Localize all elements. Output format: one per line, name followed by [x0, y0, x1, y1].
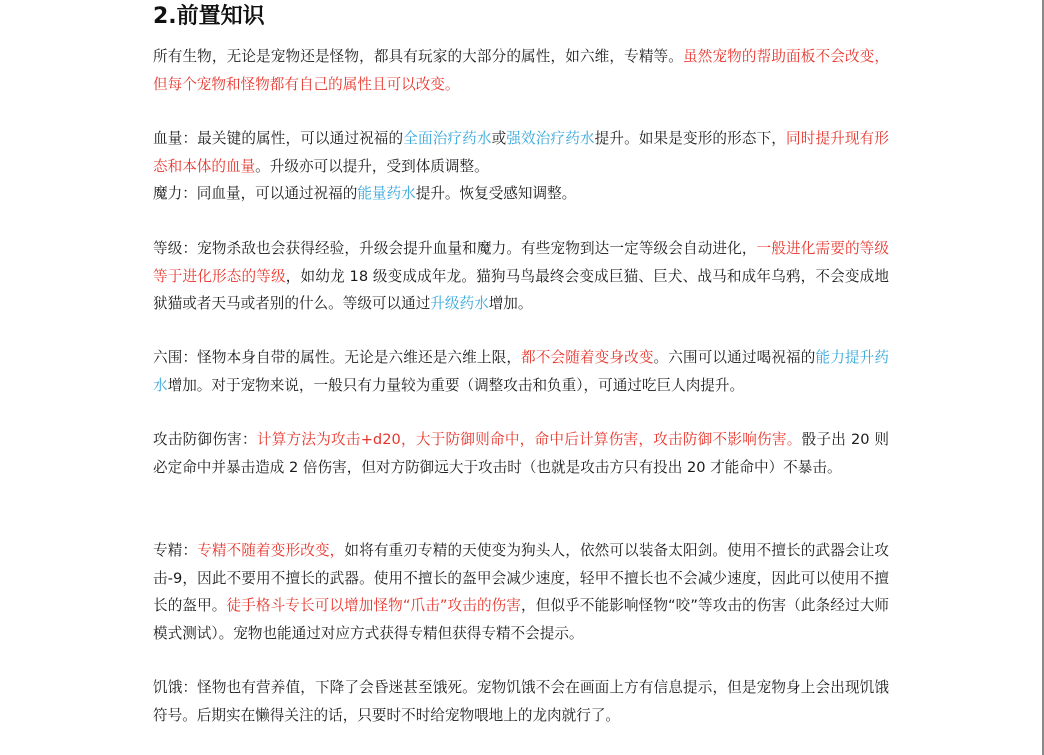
- text-run: 攻击防御伤害：: [153, 431, 257, 448]
- paragraph-hunger: [153, 674, 889, 729]
- paragraph-hp: [153, 125, 889, 180]
- paragraph-proficiency: [153, 537, 889, 647]
- highlight-red: 专精不随着变形改变，: [197, 542, 345, 559]
- text-run: 魔力：同血量，可以通过祝福的: [153, 185, 358, 202]
- text-run: 如将有重刃专精的天使变为狗头人，依然可以装备太阳剑。使用不擅长的武器会让攻击-9，因此不要用不擅长的武器。使用不擅长的盔甲会减少速度，轻甲不擅长也不会减少速度，因此可以使用不擅长的盔甲。: [153, 542, 889, 614]
- paragraph-attributes: [153, 344, 889, 399]
- text-run: 提升。如果是变形的形态下，: [594, 130, 787, 147]
- text-run: 。升级亦可以提升，受到体质调整。: [255, 157, 489, 175]
- highlight-red: 虽然宠物的帮助面板不会改变，但每个宠物和怪物都有自己的属性且可以改变。: [153, 48, 889, 93]
- text-run: 或: [491, 130, 507, 147]
- highlight-red: 一般进化需要的等级等于进化形态的等级: [153, 240, 889, 285]
- text-run: 所有生物，无论是宠物还是怪物，都具有玩家的大部分的属性，如六维，专精等。: [153, 48, 683, 65]
- text-run: 饥饿：怪物也有营养值，下降了会昏迷甚至饿死。宠物饥饿不会在画面上方有信息提示，但是宠物身上会出现饥饿符号。后期实在懒得关注的话，只要时不时给宠物喂地上的龙肉就行了。: [153, 679, 889, 724]
- highlight-red: 计算方法为攻击+d20，大于防御则命中，命中后计算伤害，攻击防御不影响伤害。: [256, 431, 802, 448]
- section-heading: 2.前置知识: [153, 4, 265, 29]
- text-run: 等级：宠物杀敌也会获得经验，升级会提升血量和魔力。有些宠物到达一定等级会自动进化，: [153, 240, 757, 257]
- highlight-blue: 能量药水: [357, 185, 416, 202]
- highlight-red: 都不会随着变身改变: [521, 349, 654, 366]
- text-run: 提升。恢复受感知调整。: [415, 185, 577, 202]
- text-run: 增加。对于宠物来说，一般只有力量较为重要（调整攻击和负重），可通过吃巨人肉提升。: [167, 376, 745, 394]
- highlight-blue: 升级药水: [430, 295, 489, 312]
- text-run: 。六围可以通过喝祝福的: [653, 349, 816, 366]
- text-run: 六围：怪物本身自带的属性。无论是六维还是六维上限，: [153, 349, 522, 366]
- text-run: 骰子出 20 则必定命中并暴击造成 2 倍伤害，但对方防御远大于攻击时（也就是攻击方只有投出 20 才能命中）不暴击。: [153, 431, 889, 476]
- text-run: ，但似乎不能影响怪物“咬”等攻击的伤害（此条经过大师模式测试）。宠物也能通过对应方式获得专精但获得专精不会提示。: [153, 597, 889, 642]
- highlight-red: 徒手格斗专长可以增加怪物“爪击”攻击的伤害: [226, 597, 522, 614]
- text-run: 专精：: [153, 542, 198, 559]
- paragraph-mana: [153, 180, 889, 208]
- paragraph-combat: [153, 426, 889, 481]
- highlight-blue: 全面治疗药水: [403, 130, 492, 147]
- text-run: ，如幼龙 18 级变成成年龙。猫狗马鸟最终会变成巨猫、巨犬、战马和成年乌鸦，不会变成地狱猫或者天马或者别的什么。等级可以通过: [153, 267, 889, 312]
- text-run: 增加。: [488, 295, 533, 312]
- text-run: 血量：最关键的属性，可以通过祝福的: [153, 130, 404, 147]
- highlight-red: 同时提升现有形态和本体的血量: [153, 130, 889, 175]
- paragraph-intro: [153, 43, 889, 98]
- highlight-blue: 能力提升药水: [153, 349, 889, 394]
- highlight-blue: 强效治疗药水: [506, 130, 595, 147]
- paragraph-level: [153, 235, 889, 318]
